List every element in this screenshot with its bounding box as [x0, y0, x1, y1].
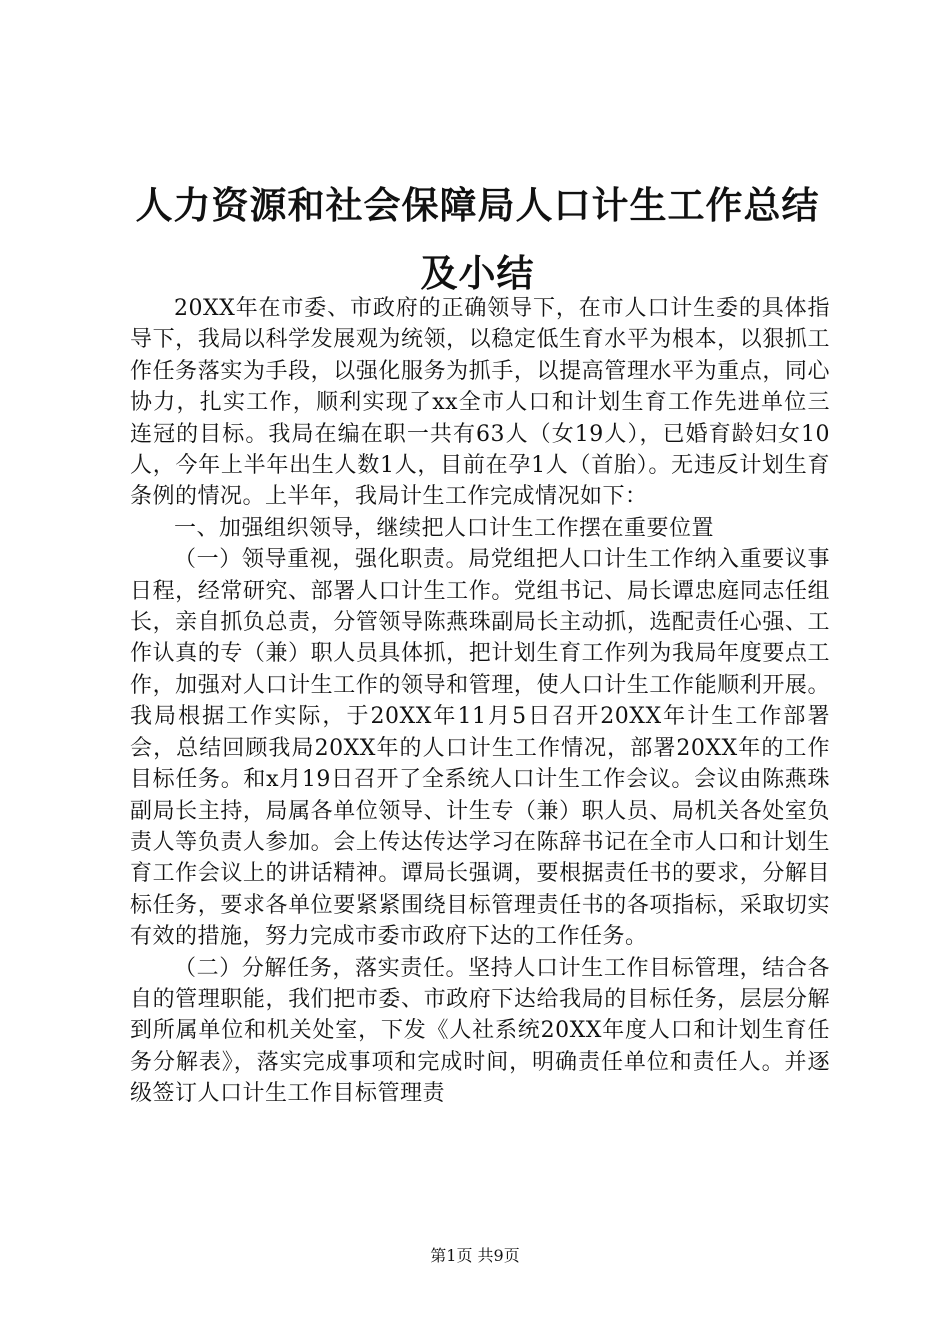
page-footer: 第1页 共9页 — [430, 1246, 520, 1265]
paragraph-leadership: （一）领导重视，强化职责。局党组把人口计生工作纳入重要议事日程，经常研究、部署人口计生工作。党组书记、局长谭忠庭同志任组长，亲自抓负总责，分管领导陈燕珠副局长主动抓，选配责任心强、工作认真的专（兼）职人员具体抓，把计划生育工作列为我局年度要点工作，加强对人口计生工作的领导和管理，使人口计生工作能顺利开展。我局根据工作实际，于20XX年11月5日召开20XX年计生工作部署会，总结回顾我局20XX年的人口计生工作情况，部署20XX年的工作目标任务。和x月19日召开了全系统人口计生工作会议。会议由陈燕珠副局长主持，局属各单位领导、计生专（兼）职人员、局机关各处室负责人等负责人参加。会上传达传达学习在陈辞书记在全市人口和计划生育工作会议上的讲话精神。谭局长强调，要根据责任书的要求，分解目标任务，要求各单位要紧紧围绕目标管理责任书的各项指标，采取切实有效的措施，努力完成市委市政府下达的工作任务。 — [130, 547, 830, 950]
section-heading-1: 一、加强组织领导，继续把人口计生工作摆在重要位置 — [174, 515, 715, 541]
document-body — [130, 293, 830, 1110]
document-title: 人力资源和社会保障局人口计生工作总结及小结 — [135, 184, 820, 295]
paragraph-intro: 20XX年在市委、市政府的正确领导下，在市人口计生委的具体指导下，我局以科学发展观为统领，以稳定低生育水平为根本，以狠抓工作任务落实为手段，以强化服务为抓手，以提高管理水平为重点，同心协力，扎实工作，顺利实现了xx全市人口和计划生育工作先进单位三连冠的目标。我局在编在职一共有63人（女19人），已婚育龄妇女10人，今年上半年出生人数1人，目前在孕1人（首胎）。无违反计划生育条例的情况。上半年，我局计生工作完成情况如下： — [130, 296, 830, 510]
paragraph-tasks: （二）分解任务，落实责任。坚持人口计生工作目标管理，结合各自的管理职能，我们把市委、市政府下达给我局的目标任务，层层分解到所属单位和机关处室，下发《人社系统20XX年度人口和计划生育任务分解表》，落实完成事项和完成时间，明确责任单位和责任人。并逐级签订人口计生工作目标管理责 — [130, 955, 830, 1107]
